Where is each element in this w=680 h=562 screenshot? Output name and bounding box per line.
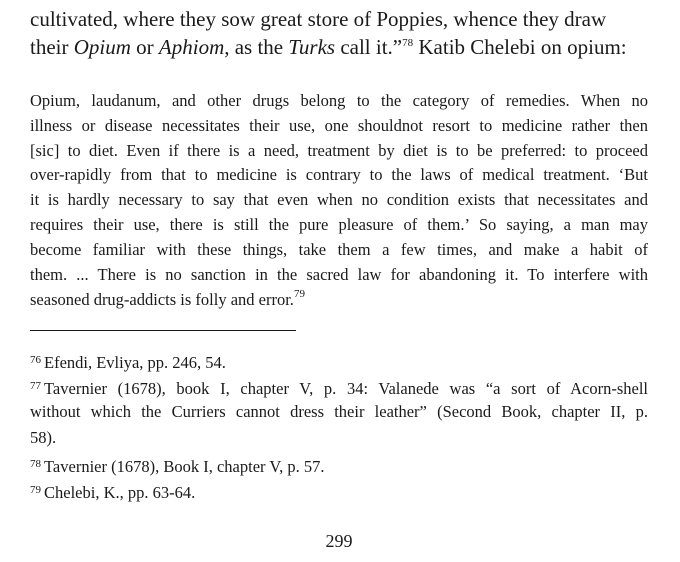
footnote-76	[30, 349, 648, 374]
body-text-as-the: , as the	[224, 35, 289, 59]
body-text-prefix: their	[30, 35, 74, 59]
quote-line: illness or disease necessitates their use, one shouldnot resort to medicine rather then	[30, 116, 648, 135]
footnote-77-number: 77	[30, 380, 41, 392]
quote-line: them. ... There is no sanction in the sacred law for abandoning it. To interfere with	[30, 265, 648, 284]
footnote-77-line-1	[30, 375, 648, 400]
footnote-77-line-3: 58).	[30, 428, 57, 447]
quote-last-line	[30, 289, 648, 311]
quote-line: requires their use, there is still the pure pleasure of them.’ So saying, a man may	[30, 215, 648, 234]
body-text-call-it: call it.”	[335, 35, 403, 59]
body-text-line-1	[30, 6, 648, 32]
quote-line: [sic] to diet. Even if there is a need, treatment by diet is to be preferred: to proceed	[30, 141, 648, 160]
footnote-78-number: 78	[30, 458, 41, 470]
body-text-or: or	[130, 35, 159, 59]
footnote-separator	[30, 330, 296, 331]
body-text-line-1-content: cultivated, where they sow great store of Poppies, whence they draw	[30, 7, 607, 31]
quote-line: over-rapidly from that to medicine is contrary to the laws of medical treatment. ‘But	[30, 165, 648, 184]
opium-term: Opium	[73, 35, 131, 59]
footnote-79	[30, 479, 648, 504]
footnote-ref-78[interactable]: 78	[402, 37, 414, 49]
page-number: 299	[325, 531, 353, 551]
footnote-ref-79[interactable]: 79	[293, 288, 305, 300]
quote-last-line-text: seasoned drug-addicts is folly and error.	[30, 290, 294, 309]
footnote-77-text-1: Tavernier (1678), book I, chapter V, p. 34: Valanede was “a sort of Acorn-shell	[44, 379, 648, 398]
footnote-77-line-2: without which the Curriers cannot dress their leather” (Second Book, chapter II, p.	[30, 402, 648, 421]
quote-line: Opium, laudanum, and other drugs belong to the category of remedies. When no	[30, 91, 648, 110]
turks-term: Turks	[288, 35, 336, 59]
body-text-line-2	[30, 34, 648, 60]
body-text-suffix: Katib Chelebi on opium:	[413, 35, 627, 59]
quote-line: become familiar with these things, take them a few times, and make a habit of	[30, 240, 648, 259]
footnote-78-text: Tavernier (1678), Book I, chapter V, p. 57.	[44, 457, 325, 476]
footnote-76-number: 76	[30, 354, 41, 366]
aphiom-term: Aphiom	[158, 35, 225, 59]
quote-line: it is hardly necessary to say that even when no condition exists that necessitates and	[30, 190, 648, 209]
footnote-76-text: Efendi, Evliya, pp. 246, 54.	[44, 353, 226, 372]
footnote-79-text: Chelebi, K., pp. 63-64.	[44, 483, 196, 502]
footnote-79-number: 79	[30, 484, 41, 496]
footnote-78	[30, 453, 648, 478]
